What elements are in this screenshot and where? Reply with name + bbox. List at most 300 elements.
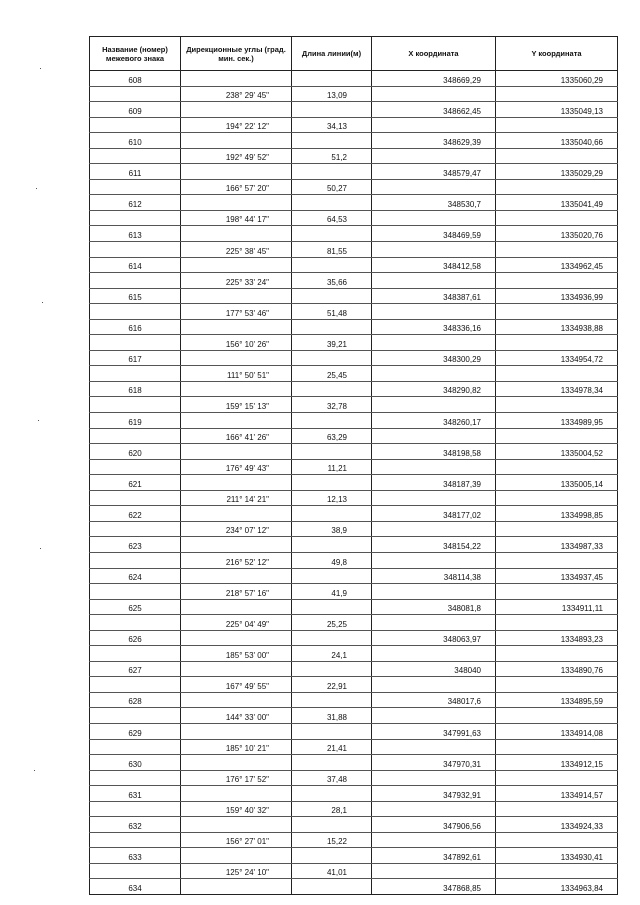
segment-direction-angle: 156° 10' 26" — [181, 335, 292, 351]
empty-cell — [372, 646, 496, 662]
empty-cell — [496, 490, 618, 506]
point-row — [90, 848, 618, 864]
empty-cell — [372, 148, 496, 164]
point-y-coordinate: 1335005,14 — [496, 475, 618, 491]
empty-cell — [90, 615, 181, 631]
segment-row — [90, 708, 618, 724]
segment-direction-angle: 238° 29' 45" — [181, 86, 292, 102]
scan-speck — [38, 420, 39, 421]
empty-cell — [372, 397, 496, 413]
point-row — [90, 133, 618, 149]
point-y-coordinate: 1334936,99 — [496, 288, 618, 304]
point-y-coordinate: 1334893,23 — [496, 630, 618, 646]
segment-direction-angle: 194° 22' 12" — [181, 117, 292, 133]
empty-cell — [372, 770, 496, 786]
empty-cell — [90, 366, 181, 382]
segment-length: 51,48 — [292, 304, 372, 320]
empty-cell — [496, 708, 618, 724]
empty-cell — [496, 801, 618, 817]
empty-cell — [90, 179, 181, 195]
point-x-coordinate: 348081,8 — [372, 599, 496, 615]
empty-cell — [372, 708, 496, 724]
segment-direction-angle: 225° 04' 49" — [181, 615, 292, 631]
point-row — [90, 288, 618, 304]
empty-cell — [181, 288, 292, 304]
point-x-coordinate: 348154,22 — [372, 537, 496, 553]
segment-row — [90, 739, 618, 755]
empty-cell — [292, 755, 372, 771]
empty-cell — [90, 770, 181, 786]
point-name: 610 — [90, 133, 181, 149]
point-name: 615 — [90, 288, 181, 304]
segment-row — [90, 335, 618, 351]
empty-cell — [90, 210, 181, 226]
point-row — [90, 537, 618, 553]
empty-cell — [496, 615, 618, 631]
point-name: 622 — [90, 506, 181, 522]
empty-cell — [90, 148, 181, 164]
empty-cell — [90, 242, 181, 258]
point-x-coordinate: 348177,02 — [372, 506, 496, 522]
point-y-coordinate: 1334930,41 — [496, 848, 618, 864]
empty-cell — [292, 444, 372, 460]
empty-cell — [496, 210, 618, 226]
empty-cell — [496, 117, 618, 133]
point-row — [90, 817, 618, 833]
empty-cell — [496, 148, 618, 164]
segment-direction-angle: 218° 57' 16" — [181, 584, 292, 600]
empty-cell — [90, 677, 181, 693]
empty-cell — [292, 381, 372, 397]
point-x-coordinate: 347892,61 — [372, 848, 496, 864]
empty-cell — [181, 319, 292, 335]
point-x-coordinate: 348063,97 — [372, 630, 496, 646]
segment-direction-angle: 225° 33' 24" — [181, 273, 292, 289]
point-y-coordinate: 1334924,33 — [496, 817, 618, 833]
empty-cell — [496, 584, 618, 600]
point-y-coordinate: 1335060,29 — [496, 71, 618, 87]
empty-cell — [181, 755, 292, 771]
point-y-coordinate: 1334962,45 — [496, 257, 618, 273]
segment-row — [90, 521, 618, 537]
empty-cell — [372, 863, 496, 879]
empty-cell — [181, 413, 292, 429]
point-y-coordinate: 1335049,13 — [496, 102, 618, 118]
point-x-coordinate: 348336,16 — [372, 319, 496, 335]
empty-cell — [90, 832, 181, 848]
empty-cell — [372, 739, 496, 755]
segment-length: 32,78 — [292, 397, 372, 413]
point-x-coordinate: 348017,6 — [372, 692, 496, 708]
empty-cell — [372, 801, 496, 817]
segment-direction-angle: 176° 17' 52" — [181, 770, 292, 786]
point-x-coordinate: 348662,45 — [372, 102, 496, 118]
segment-length: 28,1 — [292, 801, 372, 817]
point-row — [90, 661, 618, 677]
empty-cell — [90, 428, 181, 444]
scan-speck — [36, 188, 37, 189]
segment-length: 41,01 — [292, 863, 372, 879]
point-y-coordinate: 1335020,76 — [496, 226, 618, 242]
scan-speck — [34, 770, 35, 771]
segment-direction-angle: 198° 44' 17" — [181, 210, 292, 226]
point-row — [90, 692, 618, 708]
empty-cell — [292, 786, 372, 802]
segment-length: 35,66 — [292, 273, 372, 289]
empty-cell — [292, 568, 372, 584]
point-row — [90, 879, 618, 895]
point-name: 612 — [90, 195, 181, 211]
point-y-coordinate: 1334937,45 — [496, 568, 618, 584]
empty-cell — [181, 599, 292, 615]
point-y-coordinate: 1334954,72 — [496, 350, 618, 366]
segment-row — [90, 801, 618, 817]
point-row — [90, 195, 618, 211]
empty-cell — [496, 552, 618, 568]
empty-cell — [496, 366, 618, 382]
header-y: Y координата — [496, 37, 618, 71]
segment-row — [90, 770, 618, 786]
empty-cell — [181, 661, 292, 677]
empty-cell — [181, 164, 292, 180]
empty-cell — [181, 848, 292, 864]
empty-cell — [292, 537, 372, 553]
point-x-coordinate: 348387,61 — [372, 288, 496, 304]
segment-direction-angle: 216° 52' 12" — [181, 552, 292, 568]
segment-length: 41,9 — [292, 584, 372, 600]
segment-length: 38,9 — [292, 521, 372, 537]
point-x-coordinate: 347932,91 — [372, 786, 496, 802]
empty-cell — [90, 584, 181, 600]
empty-cell — [292, 630, 372, 646]
segment-row — [90, 428, 618, 444]
empty-cell — [372, 615, 496, 631]
point-row — [90, 568, 618, 584]
point-name: 628 — [90, 692, 181, 708]
point-name: 621 — [90, 475, 181, 491]
empty-cell — [90, 273, 181, 289]
segment-row — [90, 646, 618, 662]
empty-cell — [496, 646, 618, 662]
point-y-coordinate: 1334914,08 — [496, 723, 618, 739]
point-x-coordinate: 347868,85 — [372, 879, 496, 895]
segment-row — [90, 273, 618, 289]
point-name: 624 — [90, 568, 181, 584]
empty-cell — [292, 599, 372, 615]
empty-cell — [90, 459, 181, 475]
point-x-coordinate: 348187,39 — [372, 475, 496, 491]
empty-cell — [496, 273, 618, 289]
empty-cell — [90, 863, 181, 879]
point-name: 626 — [90, 630, 181, 646]
empty-cell — [372, 584, 496, 600]
point-x-coordinate: 347906,56 — [372, 817, 496, 833]
empty-cell — [181, 444, 292, 460]
empty-cell — [181, 475, 292, 491]
segment-row — [90, 832, 618, 848]
table-body — [90, 71, 618, 895]
segment-length: 24,1 — [292, 646, 372, 662]
segment-length: 25,25 — [292, 615, 372, 631]
segment-length: 49,8 — [292, 552, 372, 568]
empty-cell — [292, 257, 372, 273]
point-row — [90, 630, 618, 646]
empty-cell — [372, 677, 496, 693]
empty-cell — [181, 630, 292, 646]
point-name: 613 — [90, 226, 181, 242]
point-row — [90, 257, 618, 273]
empty-cell — [181, 692, 292, 708]
empty-cell — [181, 537, 292, 553]
point-name: 631 — [90, 786, 181, 802]
empty-cell — [292, 350, 372, 366]
empty-cell — [496, 521, 618, 537]
point-name: 609 — [90, 102, 181, 118]
empty-cell — [181, 133, 292, 149]
header-length: Длина линии(м) — [292, 37, 372, 71]
segment-length: 63,29 — [292, 428, 372, 444]
point-y-coordinate: 1334963,84 — [496, 879, 618, 895]
segment-row — [90, 677, 618, 693]
empty-cell — [90, 117, 181, 133]
segment-length: 39,21 — [292, 335, 372, 351]
empty-cell — [292, 226, 372, 242]
empty-cell — [90, 739, 181, 755]
empty-cell — [181, 102, 292, 118]
segment-length: 50,27 — [292, 179, 372, 195]
segment-direction-angle: 211° 14' 21" — [181, 490, 292, 506]
scan-speck — [42, 302, 43, 303]
point-row — [90, 599, 618, 615]
segment-direction-angle: 156° 27' 01" — [181, 832, 292, 848]
point-y-coordinate: 1334998,85 — [496, 506, 618, 522]
empty-cell — [372, 210, 496, 226]
point-row — [90, 723, 618, 739]
point-row — [90, 444, 618, 460]
empty-cell — [90, 86, 181, 102]
segment-row — [90, 459, 618, 475]
empty-cell — [496, 832, 618, 848]
empty-cell — [496, 739, 618, 755]
segment-direction-angle: 176° 49' 43" — [181, 459, 292, 475]
point-y-coordinate: 1334987,33 — [496, 537, 618, 553]
point-y-coordinate: 1335041,49 — [496, 195, 618, 211]
point-y-coordinate: 1335040,66 — [496, 133, 618, 149]
empty-cell — [90, 708, 181, 724]
point-y-coordinate: 1334912,15 — [496, 755, 618, 771]
empty-cell — [292, 71, 372, 87]
empty-cell — [292, 848, 372, 864]
empty-cell — [372, 335, 496, 351]
point-y-coordinate: 1334914,57 — [496, 786, 618, 802]
point-name: 617 — [90, 350, 181, 366]
point-name: 619 — [90, 413, 181, 429]
empty-cell — [181, 786, 292, 802]
point-y-coordinate: 1334989,95 — [496, 413, 618, 429]
empty-cell — [496, 304, 618, 320]
point-y-coordinate: 1334978,34 — [496, 381, 618, 397]
header-angle: Дирекционные углы (град. мин. сек.) — [181, 37, 292, 71]
point-row — [90, 350, 618, 366]
empty-cell — [292, 475, 372, 491]
empty-cell — [372, 366, 496, 382]
point-name: 614 — [90, 257, 181, 273]
segment-direction-angle: 159° 40' 32" — [181, 801, 292, 817]
segment-direction-angle: 185° 10' 21" — [181, 739, 292, 755]
empty-cell — [90, 490, 181, 506]
point-x-coordinate: 348412,58 — [372, 257, 496, 273]
segment-row — [90, 397, 618, 413]
point-x-coordinate: 348114,38 — [372, 568, 496, 584]
empty-cell — [292, 102, 372, 118]
segment-direction-angle: 192° 49' 52" — [181, 148, 292, 164]
point-x-coordinate: 348530,7 — [372, 195, 496, 211]
point-x-coordinate: 348300,29 — [372, 350, 496, 366]
boundary-coordinates-table — [89, 36, 618, 895]
segment-direction-angle: 159° 15' 13" — [181, 397, 292, 413]
empty-cell — [496, 428, 618, 444]
scan-speck — [40, 548, 41, 549]
point-y-coordinate: 1334895,59 — [496, 692, 618, 708]
empty-cell — [181, 226, 292, 242]
empty-cell — [292, 413, 372, 429]
header-x: X координата — [372, 37, 496, 71]
empty-cell — [181, 568, 292, 584]
empty-cell — [372, 832, 496, 848]
empty-cell — [90, 335, 181, 351]
point-name: 630 — [90, 755, 181, 771]
point-row — [90, 381, 618, 397]
empty-cell — [90, 552, 181, 568]
empty-cell — [90, 801, 181, 817]
point-x-coordinate: 348469,59 — [372, 226, 496, 242]
point-x-coordinate: 348579,47 — [372, 164, 496, 180]
point-row — [90, 786, 618, 802]
point-row — [90, 755, 618, 771]
point-x-coordinate: 347991,63 — [372, 723, 496, 739]
point-x-coordinate: 348629,39 — [372, 133, 496, 149]
point-row — [90, 71, 618, 87]
empty-cell — [90, 304, 181, 320]
empty-cell — [372, 459, 496, 475]
empty-cell — [372, 273, 496, 289]
empty-cell — [181, 195, 292, 211]
point-row — [90, 164, 618, 180]
point-name: 608 — [90, 71, 181, 87]
segment-length: 22,91 — [292, 677, 372, 693]
segment-row — [90, 304, 618, 320]
point-x-coordinate: 348260,17 — [372, 413, 496, 429]
empty-cell — [181, 723, 292, 739]
segment-length: 25,45 — [292, 366, 372, 382]
empty-cell — [372, 428, 496, 444]
segment-direction-angle: 125° 24' 10" — [181, 863, 292, 879]
empty-cell — [181, 350, 292, 366]
point-name: 632 — [90, 817, 181, 833]
empty-cell — [292, 319, 372, 335]
point-y-coordinate: 1334938,88 — [496, 319, 618, 335]
point-y-coordinate: 1335029,29 — [496, 164, 618, 180]
segment-length: 11,21 — [292, 459, 372, 475]
empty-cell — [292, 164, 372, 180]
point-name: 633 — [90, 848, 181, 864]
segment-length: 15,22 — [292, 832, 372, 848]
scan-speck — [40, 68, 41, 69]
point-name: 623 — [90, 537, 181, 553]
empty-cell — [496, 86, 618, 102]
point-name: 618 — [90, 381, 181, 397]
segment-row — [90, 86, 618, 102]
segment-length: 21,41 — [292, 739, 372, 755]
empty-cell — [372, 521, 496, 537]
empty-cell — [496, 397, 618, 413]
empty-cell — [372, 179, 496, 195]
point-row — [90, 506, 618, 522]
point-name: 627 — [90, 661, 181, 677]
point-x-coordinate: 348040 — [372, 661, 496, 677]
point-row — [90, 475, 618, 491]
segment-direction-angle: 144° 33' 00" — [181, 708, 292, 724]
segment-row — [90, 366, 618, 382]
point-row — [90, 226, 618, 242]
segment-row — [90, 490, 618, 506]
segment-direction-angle: 177° 53' 46" — [181, 304, 292, 320]
segment-direction-angle: 225° 38' 45" — [181, 242, 292, 258]
empty-cell — [90, 397, 181, 413]
empty-cell — [292, 506, 372, 522]
segment-direction-angle: 166° 41' 26" — [181, 428, 292, 444]
point-x-coordinate: 347970,31 — [372, 755, 496, 771]
empty-cell — [292, 133, 372, 149]
segment-length: 34,13 — [292, 117, 372, 133]
empty-cell — [181, 257, 292, 273]
empty-cell — [372, 117, 496, 133]
segment-direction-angle: 234° 07' 12" — [181, 521, 292, 537]
segment-length: 13,09 — [292, 86, 372, 102]
empty-cell — [372, 304, 496, 320]
empty-cell — [181, 381, 292, 397]
point-row — [90, 413, 618, 429]
point-name: 611 — [90, 164, 181, 180]
point-name: 620 — [90, 444, 181, 460]
segment-length: 64,53 — [292, 210, 372, 226]
segment-length: 37,48 — [292, 770, 372, 786]
empty-cell — [292, 195, 372, 211]
point-name: 616 — [90, 319, 181, 335]
point-name: 625 — [90, 599, 181, 615]
empty-cell — [292, 288, 372, 304]
point-row — [90, 102, 618, 118]
point-row — [90, 319, 618, 335]
segment-length: 12,13 — [292, 490, 372, 506]
segment-row — [90, 210, 618, 226]
empty-cell — [496, 677, 618, 693]
empty-cell — [181, 879, 292, 895]
point-y-coordinate: 1334911,11 — [496, 599, 618, 615]
empty-cell — [496, 335, 618, 351]
empty-cell — [496, 770, 618, 786]
point-x-coordinate: 348290,82 — [372, 381, 496, 397]
segment-length: 31,88 — [292, 708, 372, 724]
empty-cell — [496, 863, 618, 879]
empty-cell — [292, 723, 372, 739]
table-header-row — [90, 37, 618, 71]
segment-direction-angle: 185° 53' 00" — [181, 646, 292, 662]
point-y-coordinate: 1335004,52 — [496, 444, 618, 460]
segment-direction-angle: 167° 49' 55" — [181, 677, 292, 693]
segment-row — [90, 863, 618, 879]
segment-length: 51,2 — [292, 148, 372, 164]
